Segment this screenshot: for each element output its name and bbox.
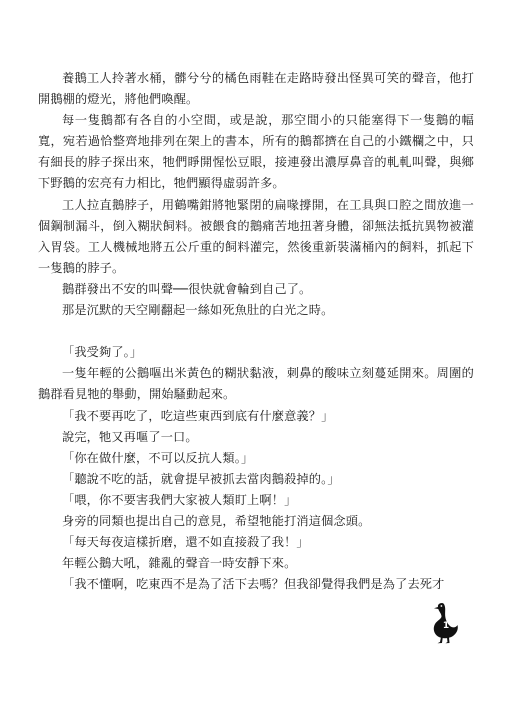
paragraph: 身旁的同類也提出自己的意見，希望牠能打消這個念頭。 bbox=[62, 513, 371, 528]
body-text bbox=[38, 68, 474, 595]
dialogue-line: 「聽說不吃的話，就會提早被抓去當肉鵝殺掉的。」 bbox=[62, 471, 340, 486]
paragraph: 說完，牠又再嘔了一口。 bbox=[62, 429, 198, 444]
page-number: 1 bbox=[442, 621, 450, 631]
dialogue-line: 「你在做什麼，不可以反抗人類。」 bbox=[62, 450, 254, 465]
paragraph: 那是沉默的天空剛翻起一絲如死魚肚的白光之時。 bbox=[62, 303, 334, 318]
paragraph: 每一隻鵝都有各自的小空間，或是說，那空間小的只能塞得下一隻鵝的幅寬，宛若過恰整齊地排列在架上的書本，所有的鵝都擠在自己的小鐵欄之中，只有細長的脖子探出來，牠們睜開惺忪豆眼，接連發出濃厚鼻音的軋軋叫聲，與鄉下野鵝的宏亮有力相比，牠們顯得虛弱許多。 bbox=[38, 113, 474, 191]
paragraph: 年輕公鵝大吼，雜亂的聲音一時安靜下來。 bbox=[62, 556, 297, 571]
dialogue-line: 「喂，你不要害我們大家被人類盯上啊！」 bbox=[62, 492, 297, 507]
paragraph: 鵝群發出不安的叫聲──很快就會輪到自己了。 bbox=[62, 281, 312, 296]
dialogue-line: 「我受夠了。」 bbox=[62, 345, 143, 360]
paragraph: 養鵝工人拎著水桶，髒兮兮的橘色雨鞋在走路時發出怪異可笑的聲音，他打開鵝棚的燈光，將他們喚醒。 bbox=[38, 71, 474, 107]
paragraph: 工人拉直鵝脖子，用鶴嘴鉗將牠緊閉的扁喙撐開，在工具與口腔之間放進一個鋼制漏斗，倒入糊狀飼料。被餵食的鵝痛苦地扭著身體，卻無法抵抗異物被灌入胃袋。工人機械地將五公斤重的飼料灌完，然後重新裝滿桶內的飼料，抓起下一隻鵝的脖子。 bbox=[38, 197, 474, 275]
dialogue-line: 「我不要再吃了，吃這些東西到底有什麼意義？」 bbox=[62, 408, 334, 423]
paragraph: 一隻年輕的公鵝嘔出米黃色的糊狀黏液，刺鼻的酸味立刻蔓延開來。周圍的鵝群看見牠的舉動，開始騷動起來。 bbox=[38, 366, 474, 402]
section-break bbox=[38, 321, 474, 342]
dialogue-line: 「每天每夜這樣折磨，還不如直接殺了我！」 bbox=[62, 535, 309, 550]
dialogue-line: 「我不懂啊，吃東西不是為了活下去嗎？但我卻覺得我們是為了去死才 bbox=[62, 577, 445, 592]
